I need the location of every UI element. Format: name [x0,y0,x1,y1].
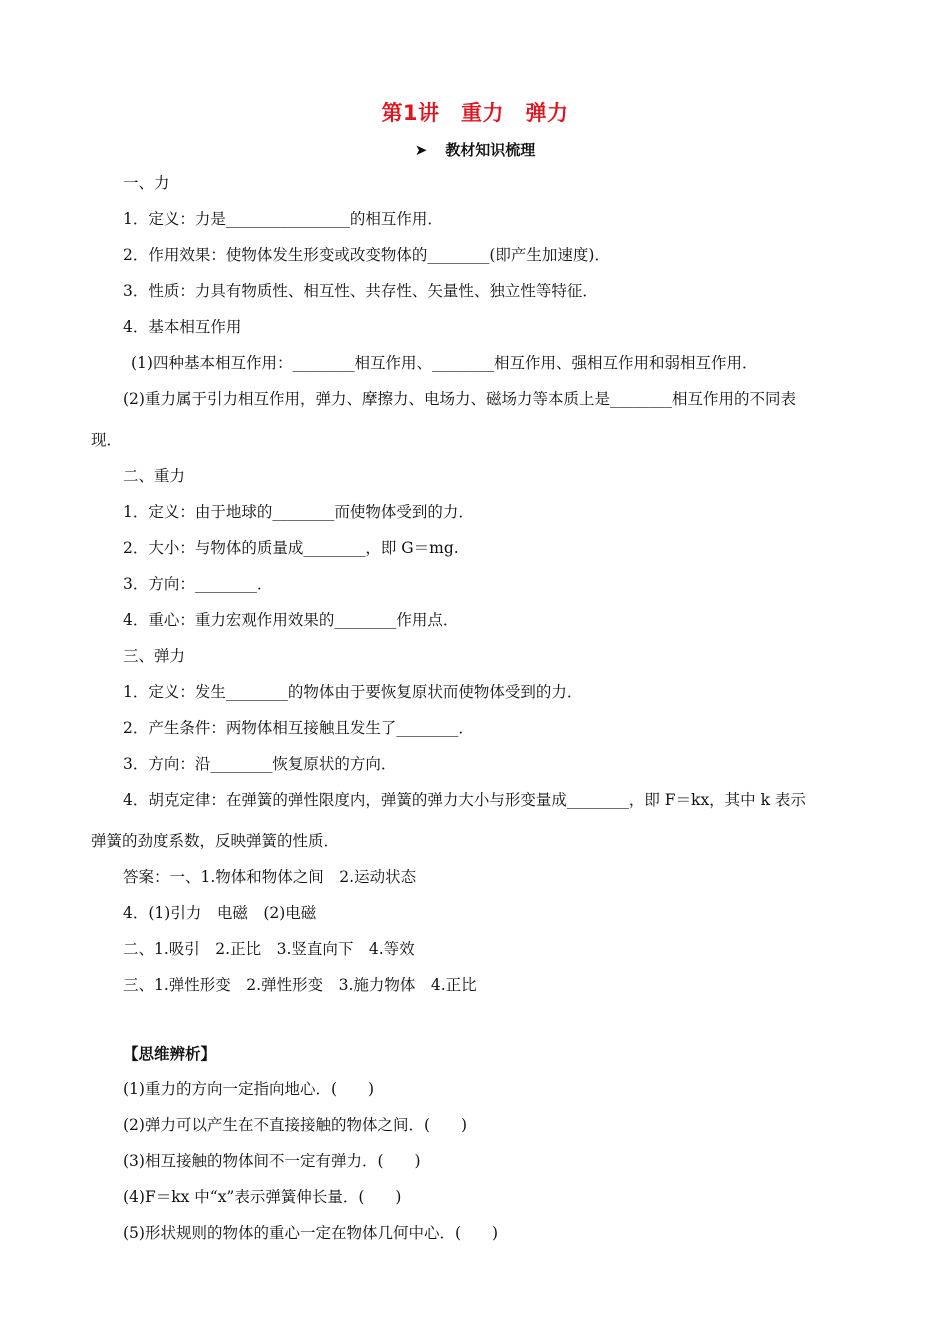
section-subtitle [0,139,950,160]
section-heading-elastic: 三、弹力 [123,647,186,665]
thinking-question-2: (2)弹力可以产生在不直接接触的物体之间．( ) [123,1116,468,1134]
hookes-law-line1: 4．胡克定律：在弹簧的弹性限度内，弹簧的弹力大小与形变量成________，即 F＝kx，其中 k 表示 [123,791,806,809]
answer-line-3: 二、1.吸引 2.正比 3.竖直向下 4.等效 [123,940,415,958]
force-effect: 2．作用效果：使物体发生形变或改变物体的________(即产生加速度)． [123,246,610,264]
elastic-condition: 2．产生条件：两物体相互接触且发生了________． [123,719,474,737]
thinking-heading: 【思维辨析】 [123,1045,217,1063]
hookes-law-line2: 弹簧的劲度系数，反映弹簧的性质． [91,832,340,850]
right-arrowhead-icon: ➤ [414,141,428,159]
elastic-direction: 3．方向：沿________恢复原状的方向． [123,755,397,773]
gravity-definition: 1．定义：由于地球的________而使物体受到的力． [123,503,474,521]
gravity-direction: 3．方向：________． [123,575,273,593]
thinking-question-4: (4)F＝kx 中“x”表示弹簧伸长量．( ) [123,1188,402,1206]
center-of-gravity: 4．重心：重力宏观作用效果的________作用点． [123,611,459,629]
basic-interactions: 4．基本相互作用 [123,318,242,336]
gravity-interaction-line2: 现． [91,431,123,449]
gravity-interaction-line1: (2)重力属于引力相互作用，弹力、摩擦力、电场力、磁场力等本质上是________相互作用的不同表 [123,390,796,408]
answer-line-4: 三、1.弹性形变 2.弹性形变 3.施力物体 4.正比 [123,976,477,994]
page-title: 第1讲 重力 弹力 [381,101,569,125]
thinking-question-5: (5)形状规则的物体的重心一定在物体几何中心．( ) [123,1224,499,1242]
section-heading-force: 一、力 [123,174,170,192]
answer-line-1: 答案：一、1.物体和物体之间 2.运动状态 [123,868,417,886]
thinking-question-1: (1)重力的方向一定指向地心．( ) [123,1080,375,1098]
four-interactions: (1)四种基本相互作用：________相互作用、________相互作用、强相互作用和弱相互作用． [131,354,758,372]
elastic-definition: 1．定义：发生________的物体由于要恢复原状而使物体受到的力． [123,683,583,701]
gravity-magnitude: 2．大小：与物体的质量成________，即 G＝mg. [123,539,459,557]
force-properties: 3．性质：力具有物质性、相互性、共存性、矢量性、独立性等特征． [123,282,598,300]
answer-line-2: 4．(1)引力 电磁 (2)电磁 [123,904,317,922]
thinking-question-3: (3)相互接触的物体间不一定有弹力．( ) [123,1152,421,1170]
force-definition: 1．定义：力是________________的相互作用． [123,210,443,228]
subtitle-text: 教材知识梳理 [445,141,536,159]
section-heading-gravity: 二、重力 [123,467,186,485]
